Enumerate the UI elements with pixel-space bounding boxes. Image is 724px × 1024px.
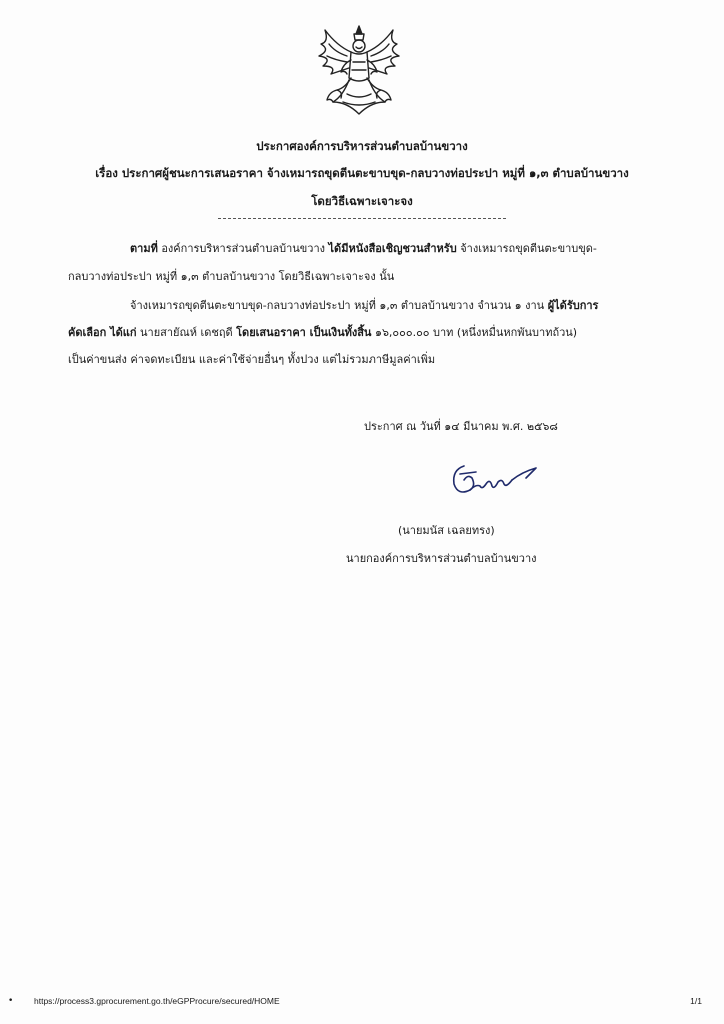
signer-title: นายกองค์การบริหารส่วนตำบลบ้านขวาง bbox=[346, 552, 537, 565]
procurement-method: โดยวิธีเฉพาะเจาะจง bbox=[311, 194, 413, 208]
announcement-title: ประกาศองค์การบริหารส่วนตำบลบ้านขวาง bbox=[256, 139, 468, 153]
p1-org: องค์การบริหารส่วนตำบลบ้านขวาง bbox=[157, 242, 329, 255]
p1-rest: จ้างเหมารถขุดตีนตะขาบขุด- bbox=[456, 242, 597, 255]
p1-bold: ได้มีหนังสือเชิญชวนสำหรับ bbox=[328, 242, 457, 255]
signer-name: (นายมนัส เฉลยทรง) bbox=[398, 524, 495, 537]
winner-name: นายสายัณห์ เดชฤดี bbox=[136, 326, 237, 339]
p2-line2-bold1: คัดเลือก ได้แก่ bbox=[68, 326, 137, 339]
announcement-subject bbox=[0, 165, 724, 183]
paragraph-2-line-3: เป็นค่าขนส่ง ค่าจดทะเบียน และค่าใช้จ่ายอื่นๆ ทั้งปวง แต่ไม่รวมภาษีมูลค่าเพิ่ม bbox=[68, 353, 436, 366]
footer-url[interactable]: https://process3.gprocurement.go.th/eGPProcure/secured/HOME bbox=[34, 996, 280, 1006]
handwritten-signature-icon bbox=[446, 456, 542, 500]
footer-bullet: • bbox=[8, 996, 14, 1006]
dashed-divider bbox=[218, 218, 506, 219]
paragraph-2-line-2 bbox=[68, 323, 577, 341]
price-amount: ๑๖,๐๐๐.๐๐ บาท (หนึ่งหมื่นหกพันบาทถ้วน) bbox=[371, 326, 578, 339]
p2-line2-bold2: โดยเสนอราคา เป็นเงินทั้งสิ้น bbox=[236, 326, 372, 339]
announcement-date: ประกาศ ณ วันที่ ๑๔ มีนาคม พ.ศ. ๒๕๖๘ bbox=[364, 420, 558, 433]
paragraph-2-line-1 bbox=[130, 296, 598, 314]
p2-line1-bold: ผู้ได้รับการ bbox=[547, 299, 599, 312]
paragraph-1-line-1 bbox=[130, 239, 597, 257]
page-number: 1/1 bbox=[690, 996, 702, 1006]
garuda-emblem-icon bbox=[307, 22, 411, 122]
p1-label: ตามที่ bbox=[130, 242, 158, 255]
subject-text: จ้างเหมารถขุดตีนตะขาบขุด-กลบวางท่อประปา หมู่ที่ ๑,๓ ตำบลบ้านขวาง bbox=[262, 166, 629, 180]
subject-label: เรื่อง ประกาศผู้ชนะการเสนอราคา bbox=[95, 166, 263, 180]
paragraph-1-line-2: กลบวางท่อประปา หมู่ที่ ๑,๓ ตำบลบ้านขวาง โดยวิธีเฉพาะเจาะจง นั้น bbox=[68, 270, 395, 283]
p2-line1-text: จ้างเหมารถขุดตีนตะขาบขุด-กลบวางท่อประปา หมู่ที่ ๑,๓ ตำบลบ้านขวาง จำนวน ๑ งาน bbox=[130, 299, 548, 312]
